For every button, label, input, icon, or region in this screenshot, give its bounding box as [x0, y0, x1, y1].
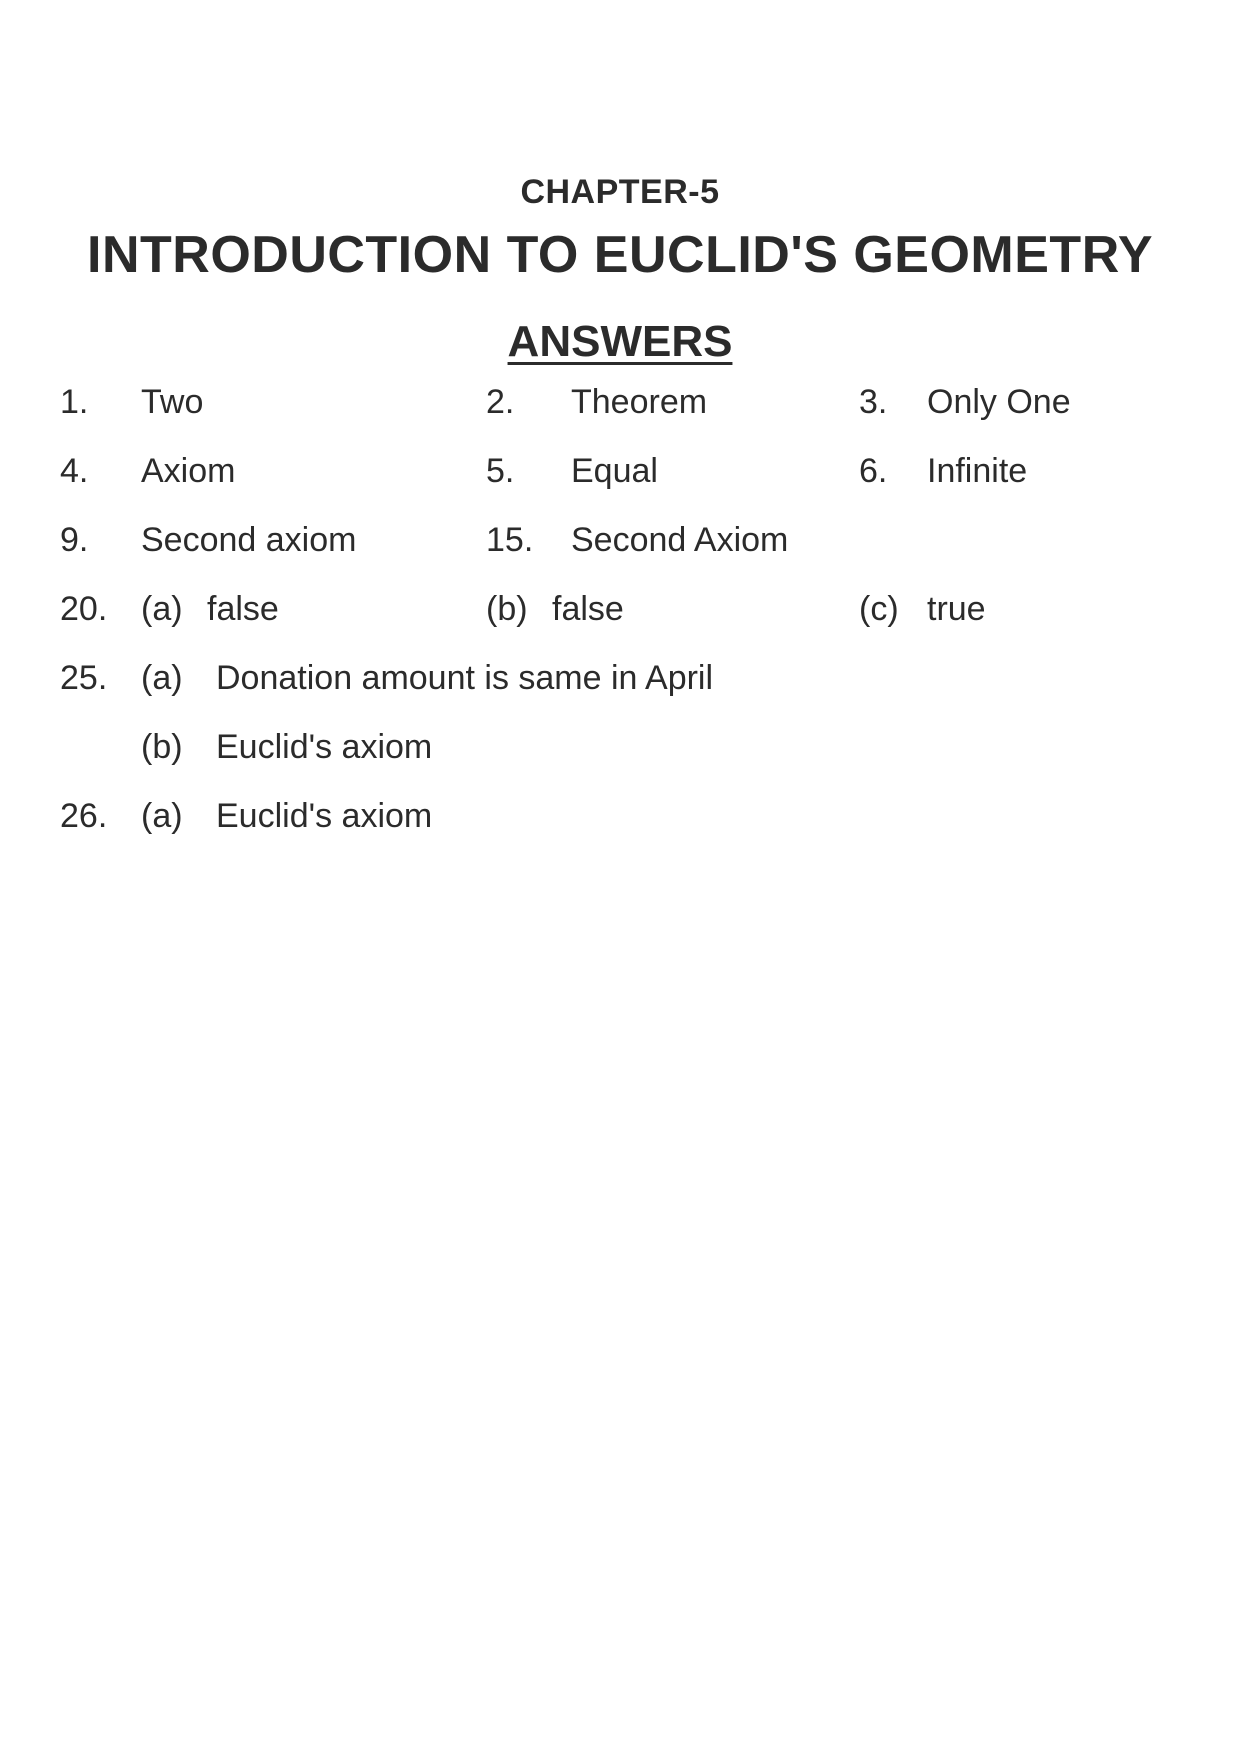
answer-row: [0, 383, 1240, 433]
question-number: 26.: [60, 797, 108, 835]
answer-text: false: [207, 590, 279, 628]
answer-text: Euclid's axiom: [216, 728, 433, 766]
sub-part-label: (a): [141, 659, 183, 697]
sub-part-label: (b): [141, 728, 183, 766]
chapter-label: CHAPTER-5: [520, 173, 720, 211]
question-number: 2.: [486, 383, 515, 421]
answer-text: true: [927, 590, 986, 628]
answer-row: [0, 452, 1240, 502]
answer-text: Axiom: [141, 452, 236, 490]
section-heading-text: ANSWERS: [507, 317, 733, 366]
sub-part-label: (c): [859, 590, 899, 628]
answer-text: Donation amount is same in April: [216, 659, 714, 697]
question-number: 15.: [486, 521, 534, 559]
answer-row: [0, 590, 1240, 640]
answer-row: [0, 521, 1240, 571]
answer-text: Second Axiom: [571, 521, 789, 559]
chapter-title: INTRODUCTION TO EUCLID'S GEOMETRY: [87, 226, 1153, 284]
section-heading: [0, 317, 1240, 367]
sub-part-label: (b): [486, 590, 528, 628]
answer-text: false: [552, 590, 624, 628]
answer-text: Equal: [571, 452, 658, 490]
sub-part-label: (a): [141, 797, 183, 835]
answer-text: Infinite: [927, 452, 1028, 490]
question-number: 1.: [60, 383, 89, 421]
answer-text: Theorem: [571, 383, 708, 421]
sub-part-label: (a): [141, 590, 183, 628]
question-number: 25.: [60, 659, 108, 697]
answer-text: Second axiom: [141, 521, 357, 559]
answer-text: Euclid's axiom: [216, 797, 433, 835]
answer-text: Two: [141, 383, 204, 421]
answer-row: [0, 728, 1240, 778]
answer-row: [0, 797, 1240, 847]
question-number: 4.: [60, 452, 89, 490]
question-number: 20.: [60, 590, 108, 628]
answer-row: [0, 659, 1240, 709]
answer-text: Only One: [927, 383, 1071, 421]
question-number: 5.: [486, 452, 515, 490]
question-number: 3.: [859, 383, 888, 421]
question-number: 6.: [859, 452, 888, 490]
question-number: 9.: [60, 521, 89, 559]
